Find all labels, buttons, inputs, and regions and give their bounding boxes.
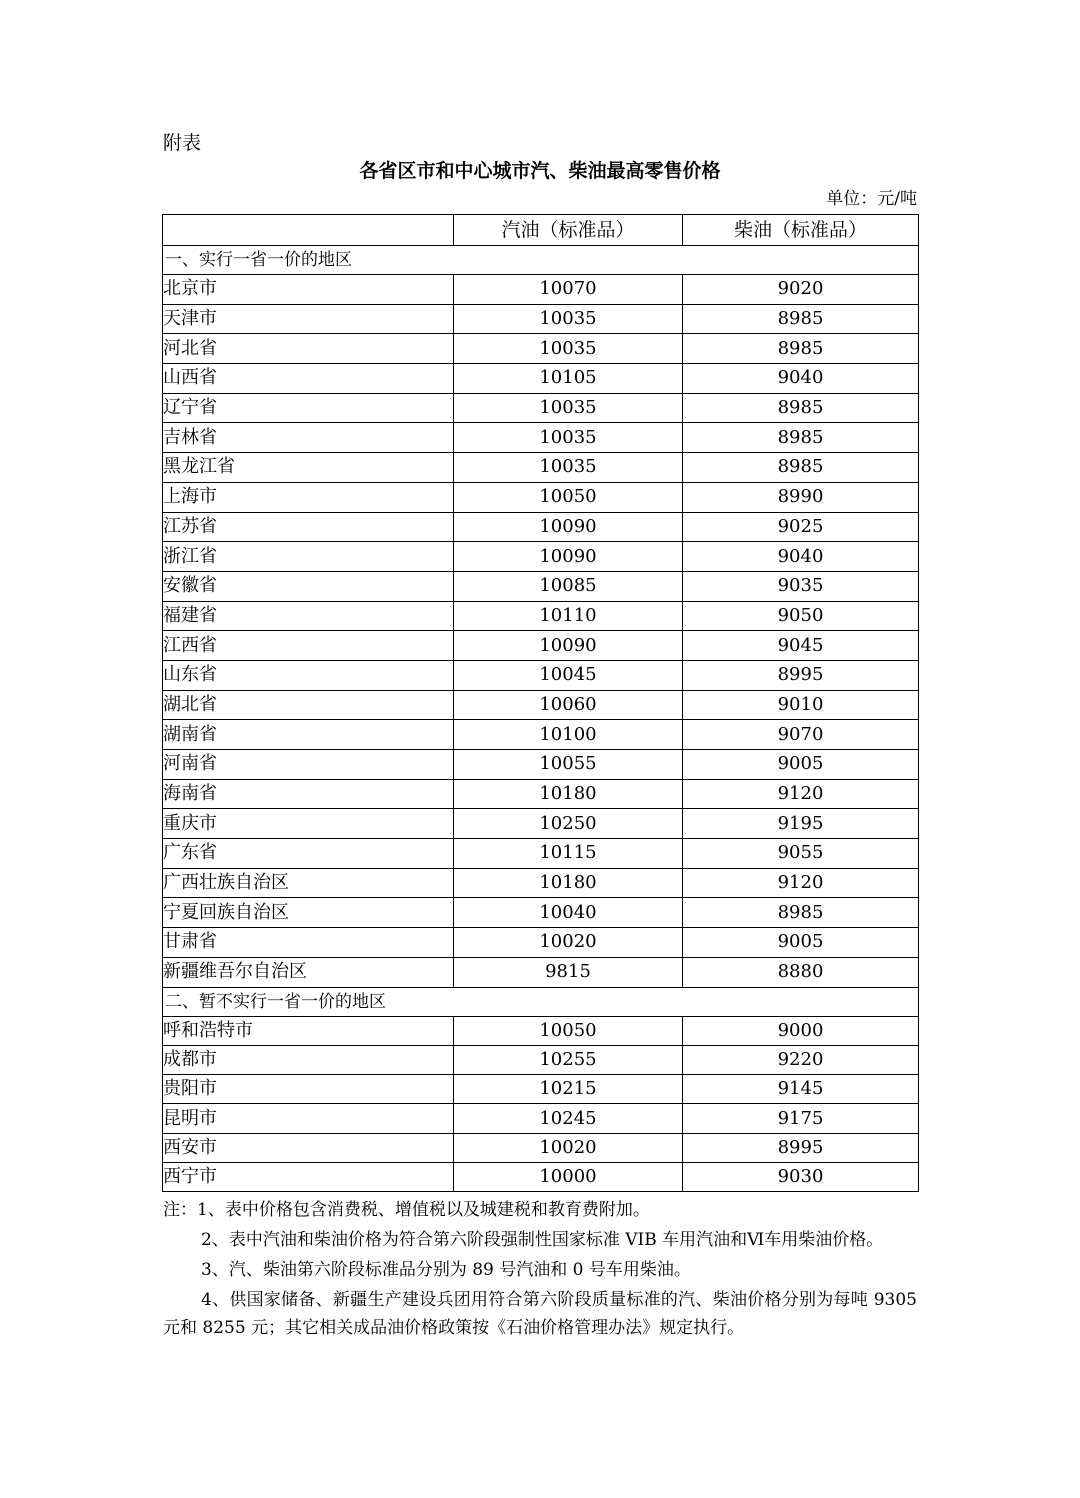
diesel-price: 8985 <box>683 453 919 483</box>
table-row <box>163 631 919 661</box>
appendix-label: 附表 <box>163 132 202 154</box>
diesel-price: 9030 <box>683 1162 919 1191</box>
table-row <box>163 690 919 720</box>
diesel-price: 9070 <box>683 720 919 750</box>
section-1-label: 一、实行一省一价的地区 <box>163 246 919 275</box>
table-row <box>163 512 919 542</box>
diesel-price: 9005 <box>683 750 919 780</box>
table-row <box>163 482 919 512</box>
page-title: 各省区市和中心城市汽、柴油最高零售价格 <box>359 160 721 182</box>
region-name: 辽宁省 <box>163 393 454 423</box>
table-row <box>163 809 919 839</box>
diesel-price: 9010 <box>683 690 919 720</box>
gasoline-price: 10090 <box>454 542 683 572</box>
diesel-price: 8995 <box>683 660 919 690</box>
table-row <box>163 1016 919 1045</box>
table-row <box>163 423 919 453</box>
gasoline-price: 10000 <box>454 1162 683 1191</box>
gasoline-price: 10215 <box>454 1075 683 1104</box>
region-name: 天津市 <box>163 304 454 334</box>
diesel-price: 8985 <box>683 304 919 334</box>
region-name: 海南省 <box>163 779 454 809</box>
gasoline-price: 10085 <box>454 571 683 601</box>
region-name: 北京市 <box>163 275 454 305</box>
diesel-price: 9040 <box>683 364 919 394</box>
unit-label: 单位：元/吨 <box>826 189 917 209</box>
table-row <box>163 839 919 869</box>
diesel-price: 9120 <box>683 868 919 898</box>
gasoline-price: 10035 <box>454 334 683 364</box>
notes-section <box>163 1196 917 1342</box>
table-header-row <box>163 215 919 246</box>
diesel-price: 9195 <box>683 809 919 839</box>
gasoline-price: 10105 <box>454 364 683 394</box>
region-name: 贵阳市 <box>163 1075 454 1104</box>
region-name: 昆明市 <box>163 1104 454 1133</box>
gasoline-price: 9815 <box>454 957 683 987</box>
region-name: 甘肃省 <box>163 928 454 958</box>
note-2: 2、表中汽油和柴油价格为符合第六阶段强制性国家标准 VIB 车用汽油和Ⅵ车用柴油价格。 <box>201 1230 884 1250</box>
table-row <box>163 275 919 305</box>
table-row <box>163 334 919 364</box>
gasoline-price: 10035 <box>454 453 683 483</box>
region-name: 上海市 <box>163 482 454 512</box>
table-row <box>163 928 919 958</box>
gasoline-price: 10060 <box>454 690 683 720</box>
diesel-price: 8880 <box>683 957 919 987</box>
diesel-price: 8985 <box>683 393 919 423</box>
gasoline-price: 10020 <box>454 1133 683 1162</box>
gasoline-price: 10100 <box>454 720 683 750</box>
region-name: 成都市 <box>163 1045 454 1074</box>
region-name: 浙江省 <box>163 542 454 572</box>
table-row <box>163 304 919 334</box>
section-2-header-row <box>163 987 919 1016</box>
gasoline-price: 10035 <box>454 393 683 423</box>
gasoline-price: 10045 <box>454 660 683 690</box>
price-table-body <box>163 215 919 1192</box>
region-name: 江苏省 <box>163 512 454 542</box>
table-row <box>163 542 919 572</box>
table-row <box>163 453 919 483</box>
diesel-price: 8985 <box>683 423 919 453</box>
diesel-price: 8990 <box>683 482 919 512</box>
region-name: 湖北省 <box>163 690 454 720</box>
region-name: 黑龙江省 <box>163 453 454 483</box>
note-1: 注：1、表中价格包含消费税、增值税以及城建税和教育费附加。 <box>163 1200 650 1220</box>
note-4: 4、供国家储备、新疆生产建设兵团用符合第六阶段质量标准的汽、柴油价格分别为每吨 9305 元和 8255 元；其它相关成品油价格政策按《石油价格管理办法》规定执行。 <box>163 1290 917 1338</box>
gasoline-price: 10050 <box>454 482 683 512</box>
table-row <box>163 1104 919 1133</box>
header-diesel: 柴油（标准品） <box>683 215 919 246</box>
table-row <box>163 957 919 987</box>
header-region <box>163 215 454 246</box>
table-row <box>163 779 919 809</box>
region-name: 山东省 <box>163 660 454 690</box>
region-name: 江西省 <box>163 631 454 661</box>
gasoline-price: 10115 <box>454 839 683 869</box>
diesel-price: 9005 <box>683 928 919 958</box>
diesel-price: 9175 <box>683 1104 919 1133</box>
table-row <box>163 1162 919 1191</box>
table-row <box>163 720 919 750</box>
diesel-price: 8995 <box>683 1133 919 1162</box>
diesel-price: 8985 <box>683 898 919 928</box>
table-row <box>163 1075 919 1104</box>
region-name: 福建省 <box>163 601 454 631</box>
section-1-header-row <box>163 246 919 275</box>
region-name: 重庆市 <box>163 809 454 839</box>
gasoline-price: 10090 <box>454 631 683 661</box>
region-name: 河南省 <box>163 750 454 780</box>
table-row <box>163 1045 919 1074</box>
gasoline-price: 10070 <box>454 275 683 305</box>
region-name: 西宁市 <box>163 1162 454 1191</box>
gasoline-price: 10180 <box>454 779 683 809</box>
gasoline-price: 10255 <box>454 1045 683 1074</box>
diesel-price: 9000 <box>683 1016 919 1045</box>
diesel-price: 9040 <box>683 542 919 572</box>
region-name: 山西省 <box>163 364 454 394</box>
diesel-price: 9020 <box>683 275 919 305</box>
gasoline-price: 10250 <box>454 809 683 839</box>
gasoline-price: 10020 <box>454 928 683 958</box>
region-name: 广西壮族自治区 <box>163 868 454 898</box>
price-table <box>162 214 919 1192</box>
diesel-price: 8985 <box>683 334 919 364</box>
gasoline-price: 10050 <box>454 1016 683 1045</box>
table-row <box>163 393 919 423</box>
gasoline-price: 10110 <box>454 601 683 631</box>
diesel-price: 9220 <box>683 1045 919 1074</box>
gasoline-price: 10040 <box>454 898 683 928</box>
table-row <box>163 1133 919 1162</box>
region-name: 吉林省 <box>163 423 454 453</box>
diesel-price: 9025 <box>683 512 919 542</box>
table-row <box>163 868 919 898</box>
diesel-price: 9055 <box>683 839 919 869</box>
region-name: 安徽省 <box>163 571 454 601</box>
diesel-price: 9050 <box>683 601 919 631</box>
section-2-label: 二、暂不实行一省一价的地区 <box>163 987 919 1016</box>
diesel-price: 9045 <box>683 631 919 661</box>
gasoline-price: 10035 <box>454 304 683 334</box>
gasoline-price: 10245 <box>454 1104 683 1133</box>
table-row <box>163 364 919 394</box>
gasoline-price: 10035 <box>454 423 683 453</box>
note-3: 3、汽、柴油第六阶段标准品分别为 89 号汽油和 0 号车用柴油。 <box>201 1260 691 1280</box>
region-name: 西安市 <box>163 1133 454 1162</box>
gasoline-price: 10090 <box>454 512 683 542</box>
region-name: 新疆维吾尔自治区 <box>163 957 454 987</box>
region-name: 湖南省 <box>163 720 454 750</box>
region-name: 广东省 <box>163 839 454 869</box>
diesel-price: 9145 <box>683 1075 919 1104</box>
table-row <box>163 571 919 601</box>
table-row <box>163 750 919 780</box>
table-row <box>163 898 919 928</box>
diesel-price: 9035 <box>683 571 919 601</box>
region-name: 呼和浩特市 <box>163 1016 454 1045</box>
header-gasoline: 汽油（标准品） <box>454 215 683 246</box>
table-row <box>163 601 919 631</box>
table-row <box>163 660 919 690</box>
region-name: 宁夏回族自治区 <box>163 898 454 928</box>
gasoline-price: 10055 <box>454 750 683 780</box>
region-name: 河北省 <box>163 334 454 364</box>
diesel-price: 9120 <box>683 779 919 809</box>
gasoline-price: 10180 <box>454 868 683 898</box>
